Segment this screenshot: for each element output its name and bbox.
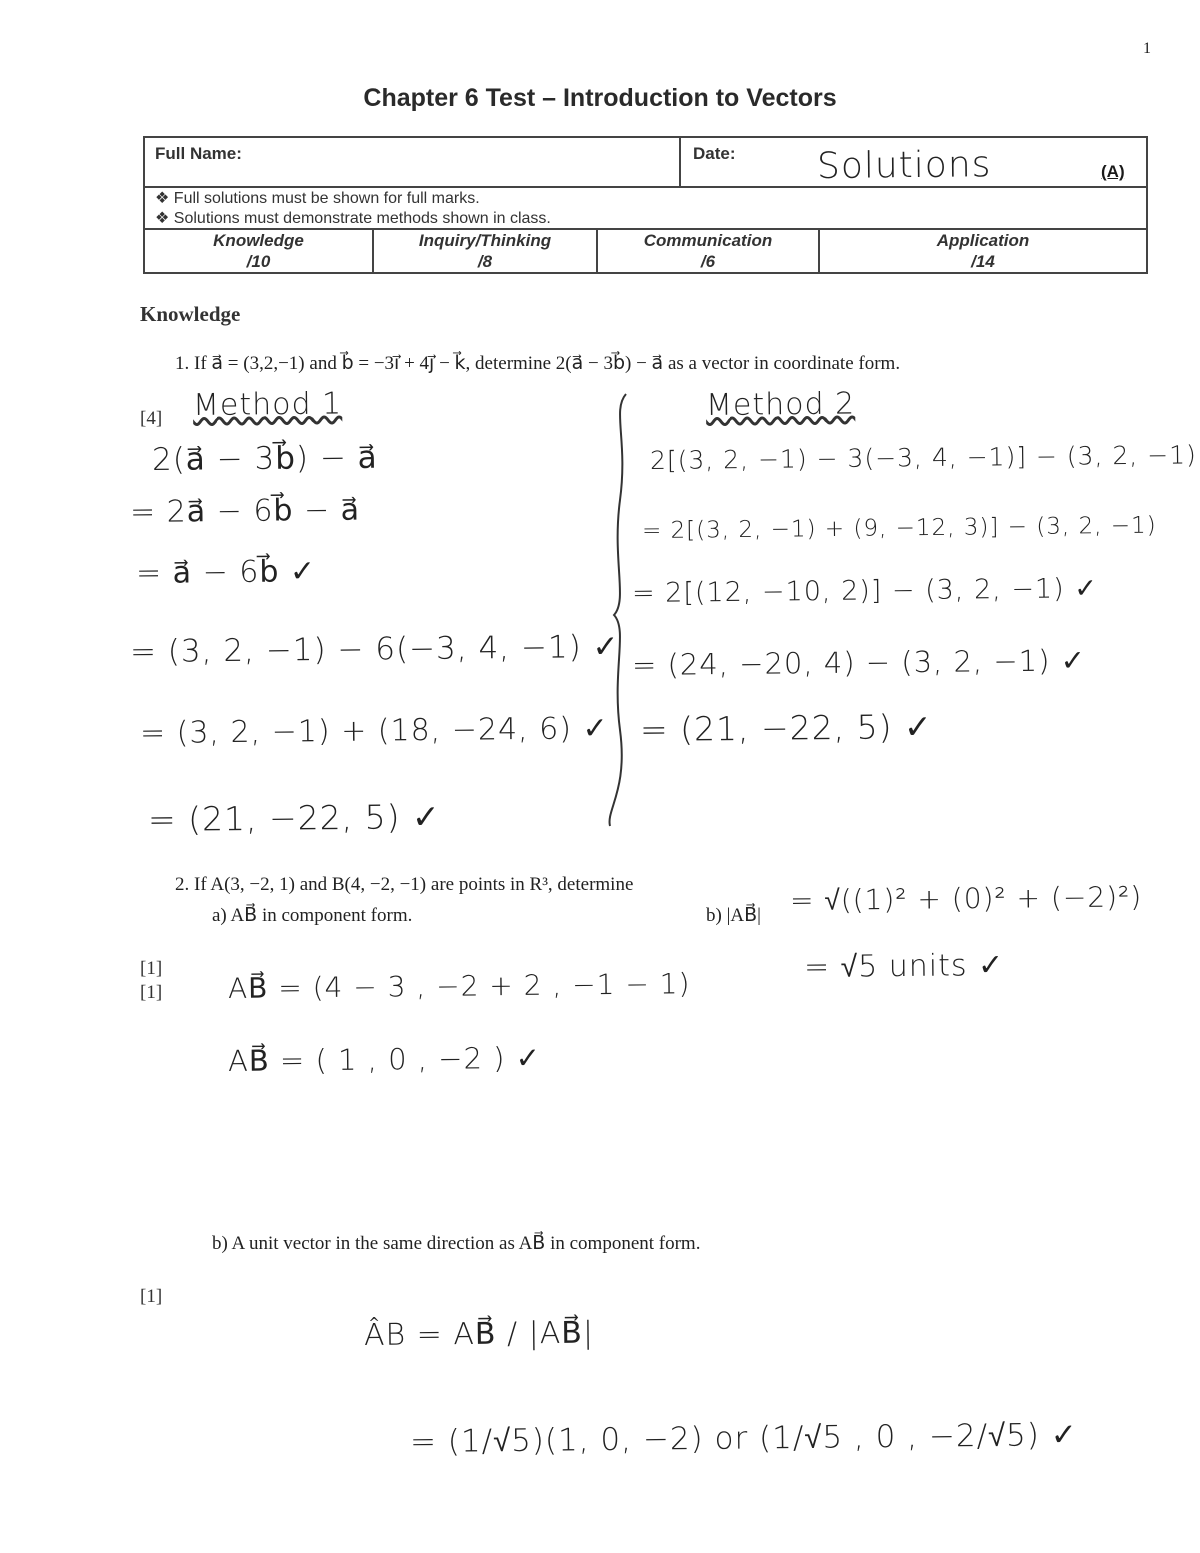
method-1-line: = 2a⃗ − 6b⃗ − a⃗ [129,492,361,530]
method-2-line: = 2[(3, 2, −1) + (9, −12, 3)] − (3, 2, −1) [641,512,1157,544]
page-number: 1 [1143,40,1151,57]
page-title: Chapter 6 Test – Introduction to Vectors [363,84,837,112]
question-2a-text: a) AB⃗ in component form. [212,905,413,926]
question-1-marks: [4] [140,408,163,429]
instructions-row [145,186,1146,230]
curly-brace-divider [598,390,638,830]
category-inquiry [374,228,598,272]
full-name-label: Full Name: [155,144,242,163]
category-knowledge [145,228,374,272]
category-name: Communication [643,231,773,250]
solutions-handwriting: Solutions [816,144,992,187]
method-1-title: Method 1 [192,386,343,423]
category-name: Knowledge [213,231,304,250]
name-date-row [145,138,1146,188]
unit-vector-definition: ÂB = AB⃗ / |AB⃗| [363,1315,595,1353]
category-application [820,228,1146,272]
question-2b-text: b) |AB⃗| [706,905,761,926]
category-name: Application [936,231,1030,250]
question-2-text: 2. If A(3, −2, 1) and B(4, −2, −1) are points in R³, determine [175,874,634,895]
question-2a-work: AB⃗ = ( 1 , 0 , −2 ) ✓ [227,1040,542,1078]
question-2b-work: = √((1)² + (0)² + (−2)²) [789,880,1143,917]
method-2-line: = 2[(12, −10, 2)] − (3, 2, −1) ✓ [631,573,1099,609]
instruction-methods: ❖ Solutions must demonstrate methods shown in class. [155,210,551,227]
method-2-title: Method 2 [705,386,856,423]
question-2-marks: [1] [140,958,163,979]
unit-vector-result: = (1/√5)(1, 0, −2) or (1/√5 , 0 , −2/√5) ✓ [409,1417,1078,1460]
category-communication [598,228,820,272]
category-scores-row [145,228,1146,272]
question-2a-work: AB⃗ = (4 − 3 , −2 + 2 , −1 − 1) [227,967,691,1005]
instruction-full-solutions: ❖ Full solutions must be shown for full marks. [155,190,480,207]
full-name-cell [145,138,681,186]
category-score: /10 [246,252,271,271]
category-score: /14 [971,252,995,271]
method-1-line: = (3, 2, −1) + (18, −24, 6) ✓ [139,711,609,751]
student-info-table [143,136,1148,274]
question-1-text: 1. If a⃗ = (3,2,−1) and b⃗ = −3i⃗ + 4j⃗ − k⃗, determine 2(a⃗ − 3b⃗) − a⃗ as a vector in coordinate form. [175,353,901,374]
date-label: Date: [693,144,736,163]
section-title: Knowledge [140,302,241,326]
question-3-text: b) A unit vector in the same direction as AB⃗ in component form. [212,1233,701,1254]
category-score: /8 [477,252,493,271]
question-2b-work: = √5 units ✓ [803,947,1005,985]
question-2-marks: [1] [140,982,163,1003]
method-1-line: 2(a⃗ − 3b⃗) − a⃗ [151,439,378,478]
version-label: (A) [1101,162,1125,181]
method-2-line: = (21, −22, 5) ✓ [639,706,933,749]
method-1-line: = (21, −22, 5) ✓ [147,796,441,839]
method-1-line: = (3, 2, −1) − 6(−3, 4, −1) ✓ [129,628,620,670]
method-1-line: = a⃗ − 6b⃗ ✓ [135,554,317,591]
method-2-line: 2[(3, 2, −1) − 3(−3, 4, −1)] − (3, 2, −1) [649,440,1197,475]
category-name: Inquiry/Thinking [418,231,552,250]
category-score: /6 [700,252,716,271]
question-3-marks: [1] [140,1286,163,1307]
method-2-line: = (24, −20, 4) − (3, 2, −1) ✓ [631,643,1087,682]
